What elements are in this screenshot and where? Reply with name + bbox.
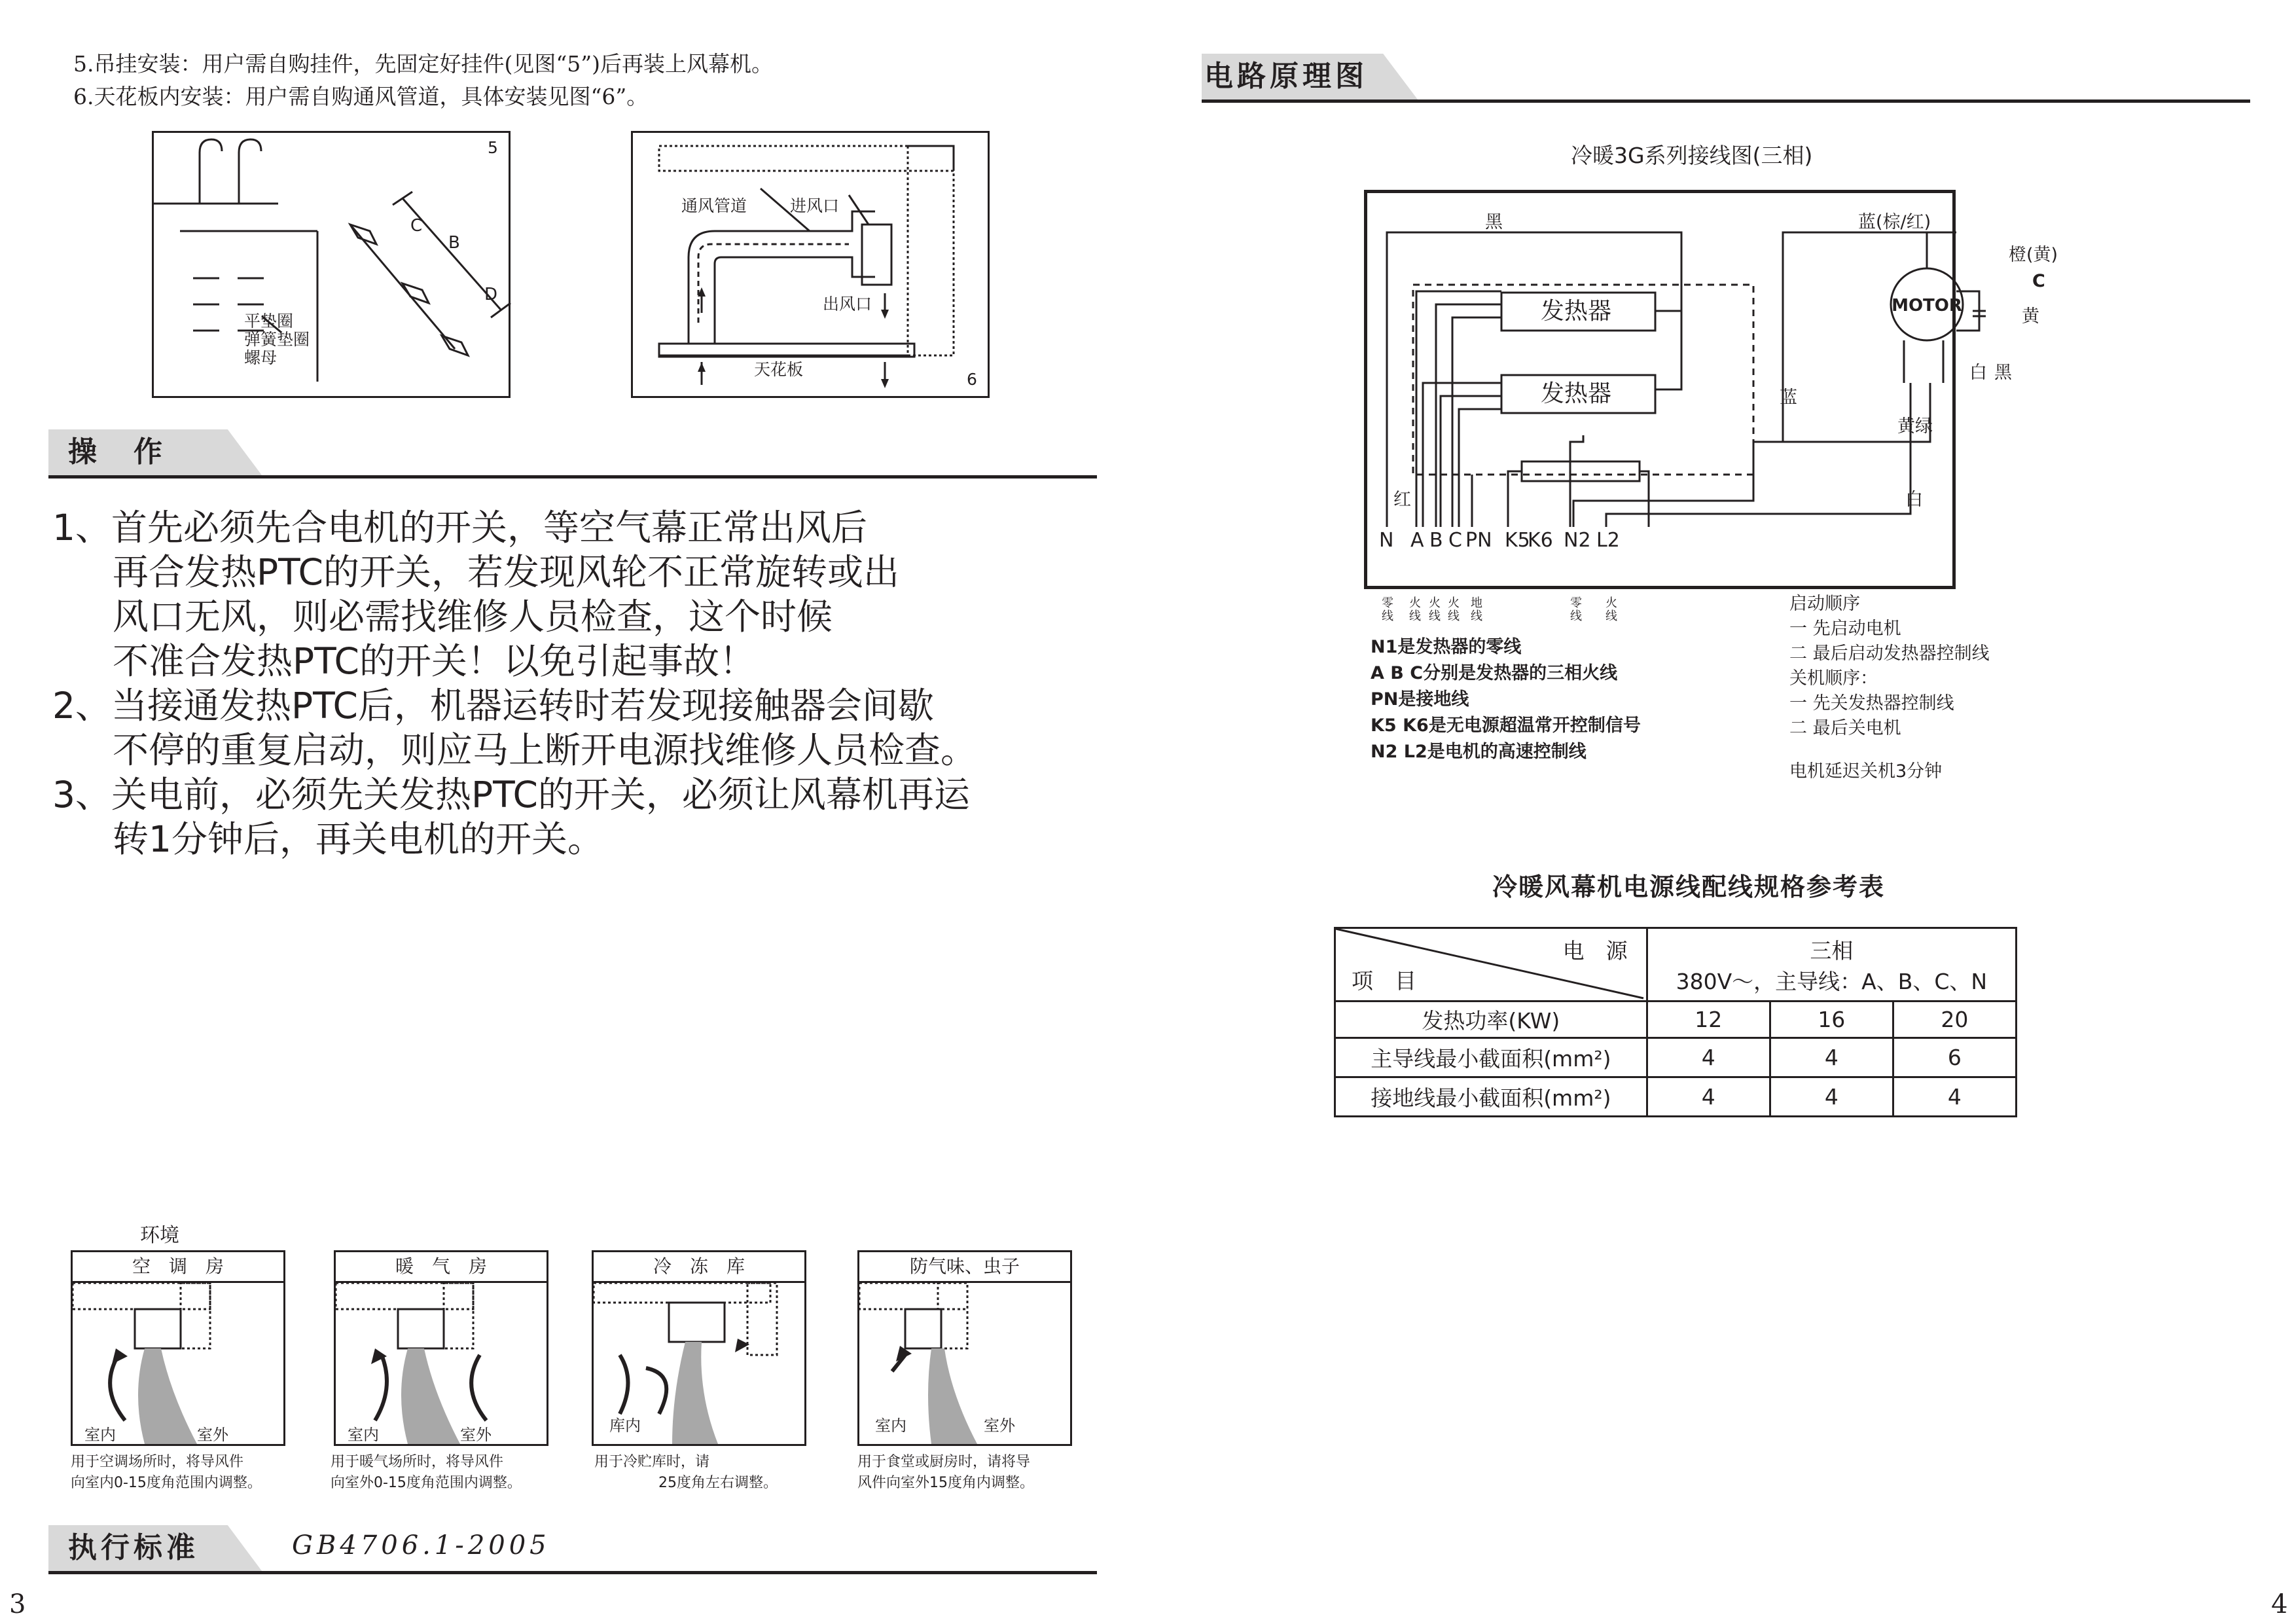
spec-table [1334,927,2017,1117]
label-nut: 螺母 [244,348,278,367]
page-number-left: 3 [9,1589,26,1619]
env-panel-4 [857,1281,1072,1446]
legend-1: N1是发热器的零线 [1371,637,1522,657]
operation-line-5: 2、当接通发热PTC后，机器运转时若发现接触器会间歇 [52,685,934,727]
sequence-5: 一 先关发热器控制线 [1789,693,1954,713]
operation-line-4: 不准合发热PTC的开关！以免引起事故！ [113,640,755,682]
dim-c: C [410,216,423,236]
spec-header-voltage: 380V～，主导线：A、B、C、N [1676,968,1988,994]
terminal-l2: L2 [1596,529,1620,552]
page-number-right: 4 [2271,1589,2288,1619]
desc-a: 火线 [1409,596,1421,623]
wire-white-2: 白 [1905,490,1923,510]
terminal-k5: K5 [1505,529,1530,552]
dim-d: D [484,285,498,304]
operation-line-2: 再合发热PTC的开关，若发现风轮不正常旋转或出 [113,551,899,593]
desc-l2: 火线 [1605,596,1617,623]
sequence-4: 关机顺序： [1789,668,1878,689]
motor-label: MOTOR [1892,296,1962,316]
env-panel-1-title: 空 调 房 [71,1250,285,1283]
figure-5 [152,131,511,398]
legend-5: N2 L2是电机的高速控制线 [1371,742,1587,762]
env-panel-3-title: 冷 冻 库 [592,1250,806,1283]
wire-black: 黑 [1994,363,2012,383]
figure-5-number: 5 [488,138,498,157]
env-panel-1-inside: 室内 [84,1426,116,1444]
legend-4: K5 K6是无电源超温常开控制信号 [1371,715,1641,736]
env-panel-4-caption-2: 风件向室外15度角内调整。 [857,1475,1034,1491]
row-1-value-2: 16 [1770,1001,1893,1038]
terminal-n2: N2 [1564,529,1591,552]
operation-line-1: 1、首先必须先合电机的开关，等空气幕正常出风后 [52,507,867,549]
env-panel-1-caption-1: 用于空调场所时，将导风件 [71,1454,244,1470]
label-outlet: 出风口 [823,295,872,314]
operation-line-6: 不停的重复启动，则应马上断开电源找维修人员检查。 [113,729,977,771]
env-panel-2-caption-2: 向室外0-15度角范围内调整。 [331,1475,522,1491]
env-panel-1-outside: 室外 [197,1426,228,1444]
env-panel-3-caption-1: 用于冷贮库时，请 [594,1454,710,1470]
desc-c: 火线 [1448,596,1460,623]
label-duct: 通风管道 [681,196,747,215]
label-ceiling: 天花板 [754,360,804,379]
row-3-value-3: 4 [1893,1077,2016,1117]
label-inlet: 进风口 [790,196,840,215]
wire-blue: 蓝 [1780,388,1797,408]
env-panel-4-outside: 室外 [984,1416,1015,1435]
dim-b: B [448,233,460,253]
env-panel-1 [71,1281,285,1446]
circuit-diagram-title: 冷暖3G系列接线图(三相) [1571,143,1813,168]
env-panel-1-caption-2: 向室内0-15度角范围内调整。 [71,1475,262,1491]
env-panel-3 [592,1281,806,1446]
desc-b: 火线 [1429,596,1441,623]
table-row [1335,1001,2017,1038]
standard-value: GB4706.1-2005 [292,1530,550,1561]
wiring-diagram [1364,190,2058,589]
wire-orange-yellow: 橙(黄) [2009,245,2058,265]
heater-2: 发热器 [1541,380,1612,407]
terminal-k6: K6 [1528,529,1553,552]
env-panel-4-caption-1: 用于食堂或厨房时，请将导 [857,1454,1031,1470]
env-panel-2-outside: 室外 [460,1426,492,1444]
heater-1: 发热器 [1541,298,1612,325]
spec-header-corner [1335,928,1647,1001]
row-2-value-3: 6 [1893,1038,2016,1077]
wiring-drawing [1367,193,1962,586]
spec-header-phase: 三相 [1810,937,1854,964]
sequence-3: 二 最后启动发热器控制线 [1789,643,1990,664]
env-panel-2-drawing [336,1283,547,1444]
terminal-a: A [1410,529,1424,552]
wire-white: 白 [1969,363,1987,383]
table-row [1335,1038,2017,1077]
row-2-value-2: 4 [1770,1038,1893,1077]
desc-n: 零线 [1382,596,1393,623]
sequence-1: 启动顺序 [1789,594,1860,614]
desc-pn: 地线 [1471,596,1482,623]
row-3-value-2: 4 [1770,1077,1893,1117]
terminal-pn: PN [1465,529,1492,552]
install-note-6: 6.天花板内安装：用户需自购通风管道，具体安装见图“6”。 [73,84,649,109]
legend-2: A B C分别是发热器的三相火线 [1371,663,1618,683]
wire-blue-brown-red: 蓝(棕/红) [1858,212,1931,232]
operation-rule [48,475,1097,478]
row-1-value-1: 12 [1647,1001,1770,1038]
operation-line-7: 3、关电前，必须先关发热PTC的开关，必须让风幕机再运 [52,774,970,816]
environment-title: 环境 [140,1224,179,1247]
row-1-name: 发热功率(KW) [1335,1001,1647,1038]
operation-line-8: 转1分钟后，再关电机的开关。 [113,818,603,860]
label-spring-washer: 弹簧垫圈 [244,330,310,349]
circuit-rule [1202,99,2250,103]
terminal-n: N [1379,529,1394,552]
row-3-value-1: 4 [1647,1077,1770,1117]
operation-line-3: 风口无风，则必需找维修人员检查，这个时候 [113,596,833,638]
spec-header-power: 电 源 [1562,938,1628,964]
circuit-section-title: 电路原理图 [1204,60,1368,93]
figure-5-drawing [154,133,509,396]
row-3-name: 接地线最小截面积(mm²) [1335,1077,1647,1117]
env-panel-2 [334,1281,548,1446]
figure-6 [631,131,990,398]
label-flat-washer: 平垫圈 [244,312,294,331]
row-2-name: 主导线最小截面积(mm²) [1335,1038,1647,1077]
env-panel-4-inside: 室内 [875,1416,906,1435]
wire-red: 红 [1393,490,1411,510]
legend-3: PN是接地线 [1371,689,1469,710]
operation-title: 操 作 [68,435,166,469]
standard-title: 执行标准 [68,1531,199,1564]
terminal-c: C [1448,529,1462,552]
wire-yellow: 黄 [2022,306,2039,327]
terminal-b: B [1429,529,1443,552]
env-panel-2-inside: 室内 [348,1426,379,1444]
env-panel-2-title: 暖 气 房 [334,1250,548,1283]
figure-6-drawing [633,133,988,396]
sequence-6: 二 最后关电机 [1789,718,1901,738]
env-panel-2-caption-1: 用于暖气场所时，将导风件 [331,1454,504,1470]
spec-header-phase-cell [1647,928,2016,1001]
wire-c: C [2032,271,2045,291]
row-2-value-1: 4 [1647,1038,1770,1077]
wire-yellow-green: 黄绿 [1897,416,1933,437]
row-1-value-3: 20 [1893,1001,2016,1038]
table-row [1335,1077,2017,1117]
spec-table-title: 冷暖风幕机电源线配线规格参考表 [1492,873,1886,901]
wire-black-top: 黑 [1485,212,1503,232]
figure-6-number: 6 [967,370,977,389]
standard-rule [48,1571,1097,1574]
sequence-8: 电机延迟关机3分钟 [1789,761,1943,782]
spec-header-item: 项 目 [1352,968,1416,994]
desc-n2: 零线 [1570,596,1582,623]
install-note-5: 5.吊挂安装：用户需自购挂件，先固定好挂件(见图“5”)后再装上风幕机。 [73,51,773,77]
env-panel-4-title: 防气味、虫子 [857,1250,1072,1283]
env-panel-1-drawing [73,1283,283,1444]
env-panel-3-caption-2: 25度角左右调整。 [658,1475,778,1491]
sequence-2: 一 先启动电机 [1789,619,1901,639]
env-panel-3-inside: 库内 [609,1416,641,1435]
